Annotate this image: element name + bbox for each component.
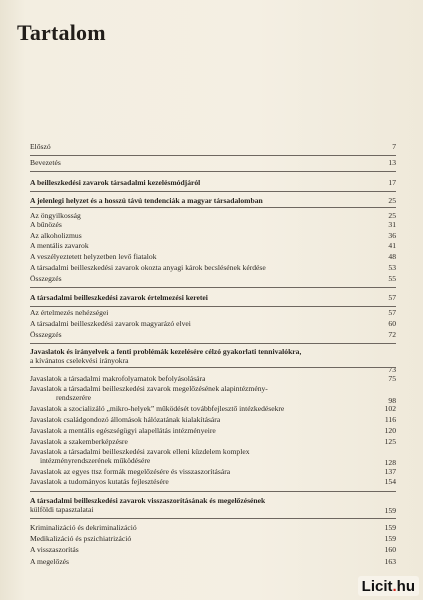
section-divider [30,367,396,368]
toc-entry-title: A veszélyeztetett helyzetben levő fiatalok [30,253,157,261]
toc-entry-title: Javaslatok a társadalmi beilleszkedési zavarok elleni küzdelem komplex [30,448,250,456]
toc-entry-page: 98 [388,396,396,405]
section-divider [30,191,396,192]
toc-entry-title-continuation: intézményrendszerének működésére [40,456,151,465]
toc-entry-title: A társadalmi beilleszkedési zavarok visszaszorításának és megelőzésének [30,497,266,505]
section-divider [30,287,396,288]
toc-entry-page: 36 [388,231,396,240]
toc-entry-page: 73 [388,365,396,374]
section-divider [30,491,396,492]
toc-entry-title: A mentális zavarok [30,242,89,250]
watermark-dot: . [392,577,397,595]
toc-entry-title: Javaslatok családgondozó állomások hálózatának kialakítására [30,416,221,424]
toc-entry-page: 53 [388,263,396,272]
toc-entry-page: 25 [388,196,396,205]
toc-entry-title: A beilleszkedési zavarok társadalmi kezelésmódjáról [30,179,201,187]
toc-entry-title: A jelenlegi helyzet és a hosszú távú tendenciák a magyar társadalomban [30,197,263,205]
section-divider [30,343,396,344]
toc-entry-title: Összegzés [30,331,62,339]
section-divider [30,171,396,172]
toc-entry-title: Javaslatok az egyes ttsz formák megelőzésére és visszaszorítására [30,468,231,476]
toc-entry-page: 116 [384,415,396,424]
toc-entry-title: Az alkoholizmus [30,232,82,240]
toc-entry-title: Előszó [30,143,51,151]
toc-entry-page: 125 [384,437,396,446]
toc-entry-page: 154 [384,477,396,486]
toc-entry-page: 159 [384,506,396,515]
toc-entry-title: A visszaszorítás [30,546,79,554]
toc-entry-title: Összegzés [30,275,62,283]
toc-entry-page: 25 [388,211,396,220]
licit-watermark-logo [358,576,419,596]
toc-entry-page: 137 [384,467,396,476]
section-divider [30,306,396,307]
toc-entry-page: 31 [388,220,396,229]
toc-entry-title: A megelőzés [30,558,70,566]
section-divider [30,518,396,519]
toc-entry-title: Az értelmezés nehézségei [30,309,109,317]
toc-entry-title: Medikalizáció és pszichiatrizáció [30,535,132,543]
toc-entry-page: 160 [384,545,396,554]
toc-entry-title: Javaslatok a társadalmi makrofolyamatok befolyásolására [30,375,206,383]
toc-entry-page: 7 [392,142,396,151]
toc-entry-page: 75 [388,374,396,383]
toc-entry-page: 57 [388,308,396,317]
toc-entry-page: 13 [388,158,396,167]
toc-entry-page: 128 [384,458,396,467]
toc-entry-title: Javaslatok a mentális egészségügyi alapellátás intézményeire [30,427,216,435]
toc-entry-title: A társadalmi beilleszkedési zavarok magyarázó elvei [30,320,191,328]
toc-entry-title: Kriminalizáció és dekriminalizáció [30,524,137,532]
toc-entry-page: 60 [388,319,396,328]
watermark-hu: hu [396,577,415,595]
toc-entry-page: 120 [384,426,396,435]
toc-entry-page: 72 [388,330,396,339]
toc-entry-page: 102 [384,404,396,413]
toc-entry-title-continuation: rendszerére [56,393,91,402]
toc-entry-page: 41 [388,241,396,250]
toc-entry-title: Bevezetés [30,159,61,167]
toc-entry-page: 55 [388,274,396,283]
toc-entry-page: 159 [384,534,396,543]
toc-entry-title: A bűnözés [30,221,62,229]
page-title: Tartalom [17,20,106,45]
toc-entry-title: Az öngyilkosság [30,212,81,220]
toc-entry-title: Javaslatok a társadalmi beilleszkedési zavarok megelőzésének alapintézmény- [30,385,268,393]
toc-entry-title: Javaslatok a tudományos kutatás fejlesztésére [30,478,169,486]
toc-entry-page: 48 [388,252,396,261]
toc-entry-title: Javaslatok és irányelvek a fenti problémák kezelésére célzó gyakorlati tennivalókra, [30,348,302,356]
toc-entry-title: A társadalmi beilleszkedési zavarok értelmezési keretei [30,294,208,302]
section-divider [30,207,396,208]
toc-entry-title: Javaslatok a szocializáló „mikro-helyek” működését továbbfejlesztő intézkedésekre [30,405,285,413]
toc-entry-page: 163 [384,557,396,566]
toc-entry-page: 17 [388,178,396,187]
toc-entry-title: Javaslatok a szakemberképzésre [30,438,128,446]
toc-entry-title-continuation: a kívánatos cselekvési irányokra [30,356,129,365]
toc-entry-page: 159 [384,523,396,532]
toc-entry-title: A társadalmi beilleszkedési zavarok okozta anyagi károk becslésének kérdése [30,264,266,272]
toc-entry-page: 57 [388,293,396,302]
watermark-licit: Licit [361,577,393,595]
section-divider [30,155,396,156]
toc-entry-title-continuation: külföldi tapasztalatai [30,505,94,514]
